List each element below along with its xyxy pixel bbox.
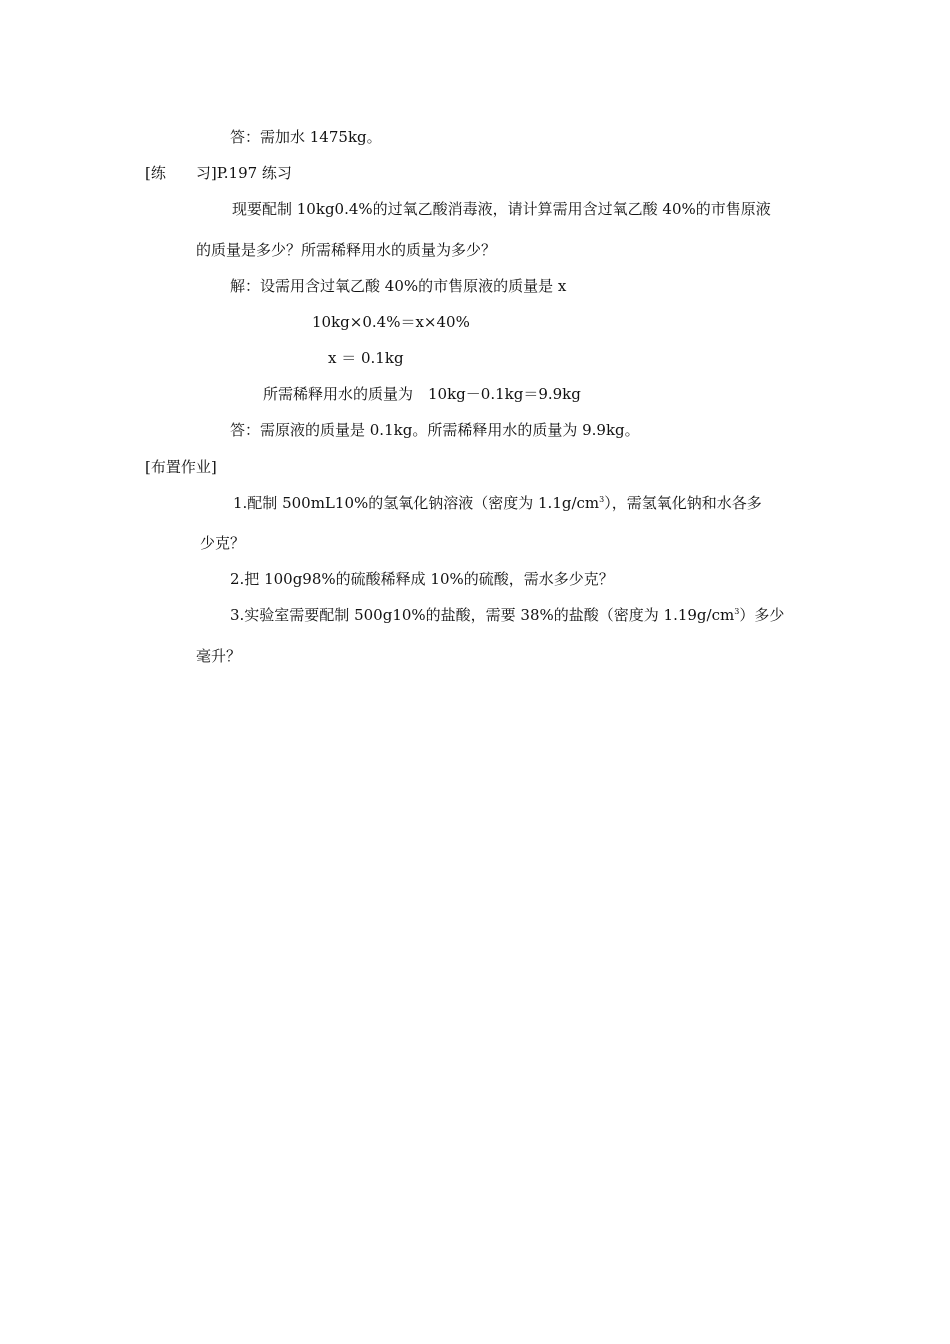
practice-question-line2: 的质量是多少？所需稀释用水的质量为多少？	[196, 241, 497, 259]
superscript-3: 3	[599, 495, 605, 504]
equation-result: x ＝ 0.1kg	[328, 349, 404, 367]
practice-question-line1: 现要配制 10kg0.4%的过氧乙酸消毒液，请计算需用含过氧乙酸 40%的市售原液	[232, 200, 771, 218]
solution-intro: 解：设需用含过氧乙酸 40%的市售原液的质量是 x	[230, 277, 567, 295]
water-calculation: 所需稀释用水的质量为 10kg－0.1kg＝9.9kg	[263, 385, 581, 403]
homework-q1-text-a: 1.配制 500mL10%的氢氧化钠溶液（密度为 1.1g/cm	[233, 494, 600, 512]
homework-q1-text-b: ），需氢氧化钠和水各多	[604, 494, 762, 512]
homework-q3-line2: 毫升？	[196, 647, 242, 665]
superscript-3: 3	[734, 607, 740, 616]
homework-q2: 2.把 100g98%的硫酸稀释成 10%的硫酸，需水多少克？	[230, 570, 614, 588]
homework-q1-line2: 少克？	[200, 534, 246, 552]
practice-answer: 答：需原液的质量是 0.1kg。所需稀释用水的质量为 9.9kg。	[230, 421, 640, 439]
practice-heading: [练 习]P.197 练习	[145, 164, 292, 182]
equation: 10kg×0.4%＝x×40%	[312, 313, 470, 331]
homework-heading: [布置作业]	[145, 458, 217, 476]
previous-answer: 答：需加水 1475kg。	[230, 128, 382, 146]
homework-q3-text-a: 3.实验室需要配制 500g10%的盐酸，需要 38%的盐酸（密度为 1.19g/cm	[230, 606, 735, 624]
homework-q3-text-b: ）多少	[739, 606, 785, 624]
homework-q3-line1	[230, 605, 784, 625]
homework-q1-line1	[233, 493, 762, 513]
